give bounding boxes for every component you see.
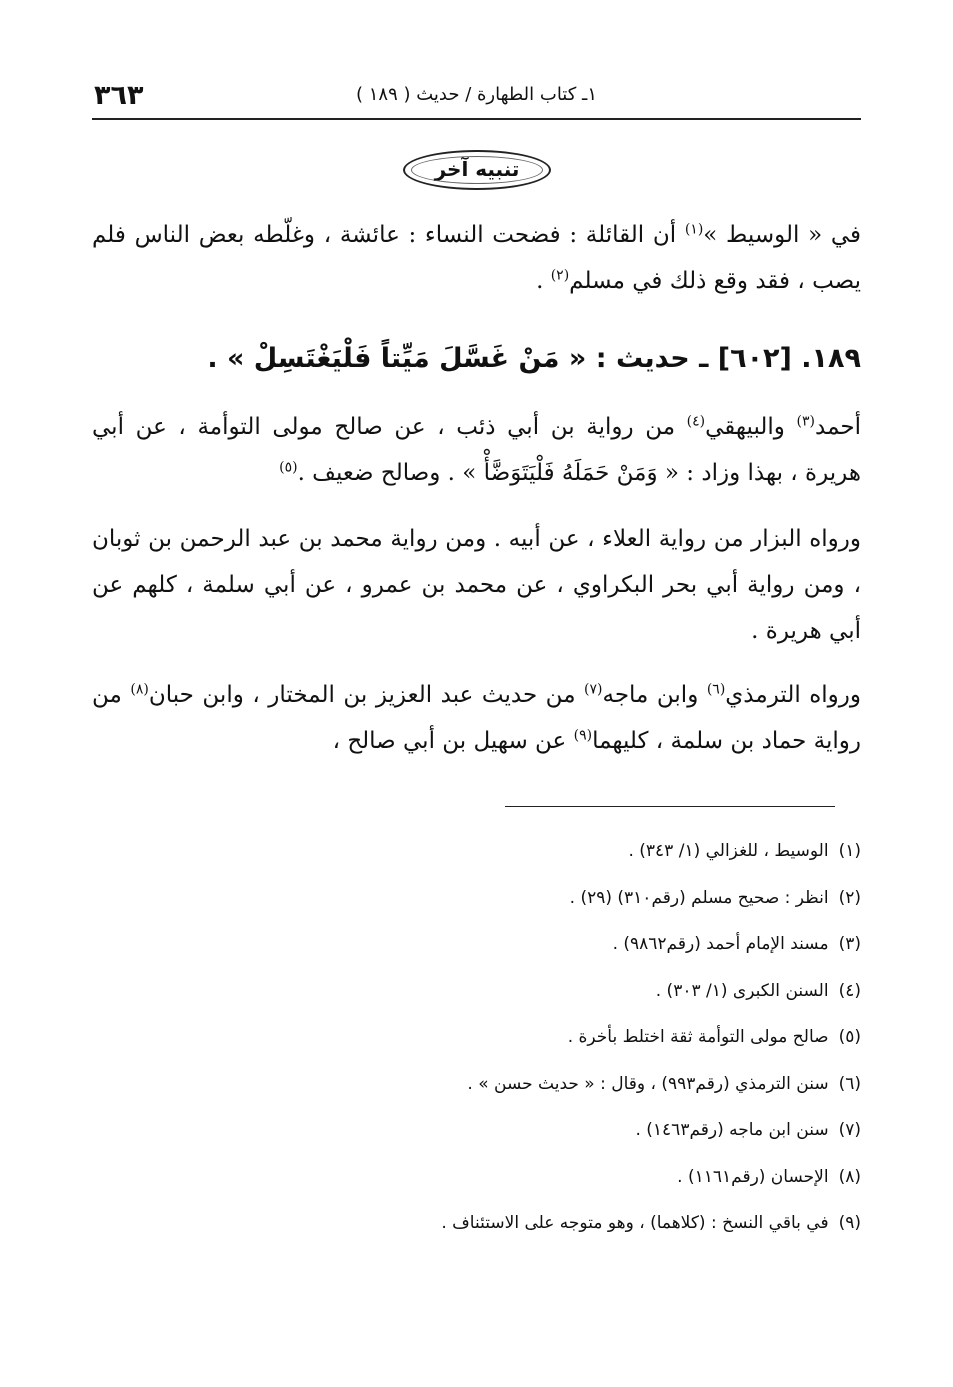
footnote-number: (٢) [838, 887, 861, 908]
footnote-text: السنن الكبرى (١/ ٣٠٣) . [655, 980, 829, 1001]
footnote-ref-3[interactable]: (٣) [796, 413, 816, 430]
footnote-number: (١) [838, 841, 861, 861]
footnote-7 [92, 1107, 861, 1154]
paragraph-1 [92, 212, 861, 304]
footnote-number: (٤) [838, 980, 861, 1001]
footnote-5 [92, 1014, 861, 1061]
para2-text-c: من رواية بن أبي ذئب ، عن صالح مولى التوأمة ، عن أبي هريرة ، بهذا وزاد : « وَمَنْ حَمَلَهُ فَلْيَتَوَضَّأْ » . وصالح ضعيف . [92, 414, 861, 486]
hadith-heading: ١٨٩. [٦٠٢] ـ حديث : « مَنْ غَسَّلَ مَيِّتاً فَلْيَغْتَسِلْ » . [207, 343, 861, 374]
para2-text-a: أحمد [815, 414, 861, 440]
para1-text-a: في « الوسيط » [703, 222, 861, 248]
footnote-ref-7[interactable]: (٧) [584, 681, 603, 698]
paragraph-4 [92, 672, 861, 764]
footnote-2 [92, 875, 861, 922]
page-header [92, 78, 861, 120]
para2-text-b: والبيهقي [705, 414, 797, 440]
para4-text-e: عن سهيل بن أبي صالح ، [332, 728, 574, 754]
paragraph-3: ورواه البزار من رواية العلاء ، عن أبيه . ومن رواية محمد بن عبد الرحمن بن ثوبان ، ومن رواية أبي بحر البكراوي ، عن محمد بن عمرو ، عن أبي سلمة ، كلهم عن أبي هريرة . [92, 526, 861, 644]
footnote-text: انظر : صحيح مسلم (رقم٣١٠) (٢٩) . [569, 887, 829, 908]
footnote-ref-1[interactable]: (١) [684, 221, 704, 238]
footnotes-list [92, 828, 861, 1247]
footnote-ref-2[interactable]: (٢) [550, 267, 570, 284]
running-title: ١ـ كتاب الطهارة / حديث ( ١٨٩ ) [356, 84, 597, 105]
footnote-ref-6[interactable]: (٦) [706, 681, 726, 698]
footnote-number: (٨) [838, 1166, 861, 1187]
footnote-ref-8[interactable]: (٨) [130, 681, 149, 698]
footnote-number: (٧) [838, 1120, 861, 1140]
page-number: ٣٦٣ [94, 80, 144, 111]
footnote-number: (٣) [838, 934, 861, 954]
footnote-3 [92, 921, 861, 968]
para4-text-a: ورواه الترمذي [725, 682, 862, 708]
footnote-number: (٥) [838, 1027, 861, 1047]
paragraph-2 [92, 404, 861, 496]
footnote-text: في باقي النسخ : (كلاهما) ، وهو متوجه على الاستئناف . [441, 1213, 829, 1233]
para4-text-c: من حديث عبد العزيز بن المختار ، وابن حبان [148, 682, 585, 708]
footnote-text: الوسيط ، للغزالي (١/ ٣٤٣) . [628, 841, 829, 861]
footnote-9 [92, 1200, 861, 1247]
footnote-8 [92, 1154, 861, 1201]
footnote-text: صالح مولى التوأمة ثقة اختلط بأخرة . [567, 1027, 829, 1047]
footnote-text: سنن ابن ماجه (رقم١٤٦٣) . [635, 1120, 829, 1140]
section-badge: تنبيه آخر [403, 150, 551, 190]
footnote-number: (٩) [838, 1213, 861, 1233]
footnote-text: سنن الترمذي (رقم٩٩٣) ، وقال : « حديث حسن » . [467, 1073, 829, 1094]
footnote-text: مسند الإمام أحمد (رقم٩٨٦٢) . [612, 934, 829, 954]
footnote-separator [505, 806, 835, 807]
para1-text-c: . [536, 268, 551, 294]
footnote-ref-9[interactable]: (٩) [573, 727, 593, 744]
footnote-4 [92, 968, 861, 1015]
para1-text-b: أن القائلة : فضحت النساء : عائشة ، وغلّطه بعض الناس فلم يصب ، فقد وقع ذلك في مسلم [92, 222, 861, 294]
footnote-ref-4[interactable]: (٤) [686, 413, 706, 430]
footnote-6 [92, 1061, 861, 1108]
footnote-ref-5[interactable]: (٥) [279, 459, 298, 476]
footnote-number: (٦) [838, 1073, 861, 1094]
para4-text-d: من رواية حماد بن سلمة ، كليهما [92, 682, 861, 754]
para4-text-b: وابن ماجه [602, 682, 707, 708]
footnote-text: الإحسان (رقم١١٦١) . [677, 1166, 829, 1187]
footnote-1 [92, 828, 861, 875]
